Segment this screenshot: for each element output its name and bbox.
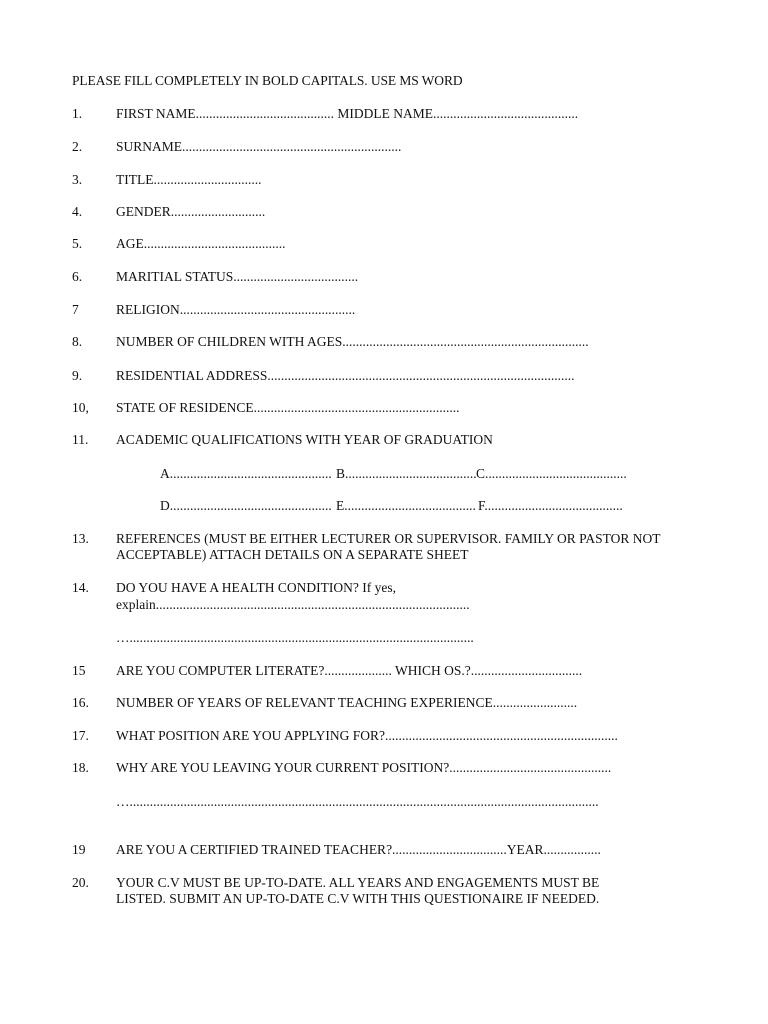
item-number: 16. <box>72 695 89 710</box>
item-number: 1. <box>72 106 83 121</box>
health-condition-question: DO YOU HAVE A HEALTH CONDITION? If yes, <box>116 580 396 595</box>
instruction-header: PLEASE FILL COMPLETELY IN BOLD CAPITALS. USE MS WORD <box>72 73 463 88</box>
item-number: 7 <box>72 302 79 317</box>
item-number: 5. <box>72 236 83 251</box>
qualification-f-field[interactable]: F......................................... <box>478 498 623 513</box>
item-number: 15 <box>72 663 86 678</box>
qualification-e-field[interactable]: E....................................... <box>336 498 476 513</box>
item-number: 8. <box>72 334 83 349</box>
age-field[interactable]: AGE.......................................... <box>116 236 286 251</box>
item-number: 2. <box>72 139 83 154</box>
item-number: 6. <box>72 269 83 284</box>
item-number: 14. <box>72 580 89 595</box>
item-number: 17. <box>72 728 89 743</box>
item-number: 10, <box>72 400 89 415</box>
leaving-reason-continued-field[interactable]: …........................................................................................................................................... <box>116 794 599 809</box>
cv-instruction-text: YOUR C.V MUST BE UP-TO-DATE. ALL YEARS AND ENGAGEMENTS MUST BE <box>116 875 600 890</box>
teaching-experience-field[interactable]: NUMBER OF YEARS OF RELEVANT TEACHING EXPERIENCE......................... <box>116 695 578 710</box>
item-number: 19 <box>72 842 86 857</box>
title-field[interactable]: TITLE................................ <box>116 172 262 187</box>
item-number: 11. <box>72 432 89 447</box>
leaving-reason-field[interactable]: WHY ARE YOU LEAVING YOUR CURRENT POSITION?................................................ <box>116 760 612 775</box>
surname-field[interactable]: SURNAME................................................................. <box>116 139 402 154</box>
qualification-b-field[interactable]: B....................................... <box>336 466 477 481</box>
first-middle-name-field[interactable]: FIRST NAME......................................... MIDDLE NAME........................................... <box>116 106 579 121</box>
references-text-continued: ACCEPTABLE) ATTACH DETAILS ON A SEPARATE SHEET <box>116 547 469 562</box>
health-explain-field[interactable]: explain............................................................................................. <box>116 597 470 612</box>
academic-qualifications-label: ACADEMIC QUALIFICATIONS WITH YEAR OF GRADUATION <box>116 432 493 447</box>
qualification-a-field[interactable]: A................................................ <box>160 466 332 481</box>
item-number: 3. <box>72 172 83 187</box>
children-ages-field[interactable]: NUMBER OF CHILDREN WITH AGES......................................................................... <box>116 334 589 349</box>
qualification-d-field[interactable]: D................................................ <box>160 498 332 513</box>
health-explain-continued-field[interactable]: …...................................................................................................... <box>116 630 474 645</box>
item-number: 13. <box>72 531 89 546</box>
gender-field[interactable]: GENDER............................ <box>116 204 266 219</box>
references-text: REFERENCES (MUST BE EITHER LECTURER OR SUPERVISOR. FAMILY OR PASTOR NOT <box>116 531 661 546</box>
certified-teacher-field[interactable]: ARE YOU A CERTIFIED TRAINED TEACHER?..................................YEAR................. <box>116 842 601 857</box>
position-applying-field[interactable]: WHAT POSITION ARE YOU APPLYING FOR?..................................................................... <box>116 728 618 743</box>
item-number: 18. <box>72 760 89 775</box>
item-number: 20. <box>72 875 89 890</box>
state-of-residence-field[interactable]: STATE OF RESIDENCE............................................................. <box>116 400 460 415</box>
computer-literacy-field[interactable]: ARE YOU COMPUTER LITERATE?.................... WHICH OS.?................................. <box>116 663 583 678</box>
residential-address-field[interactable]: RESIDENTIAL ADDRESS........................................................................................... <box>116 368 575 383</box>
item-number: 4. <box>72 204 83 219</box>
qualification-c-field[interactable]: C.......................................... <box>476 466 627 481</box>
marital-status-field[interactable]: MARITIAL STATUS..................................... <box>116 269 359 284</box>
item-number: 9. <box>72 368 83 383</box>
religion-field[interactable]: RELIGION.................................................... <box>116 302 356 317</box>
cv-instruction-text-continued: LISTED. SUBMIT AN UP-TO-DATE C.V WITH THIS QUESTIONAIRE IF NEEDED. <box>116 891 600 906</box>
